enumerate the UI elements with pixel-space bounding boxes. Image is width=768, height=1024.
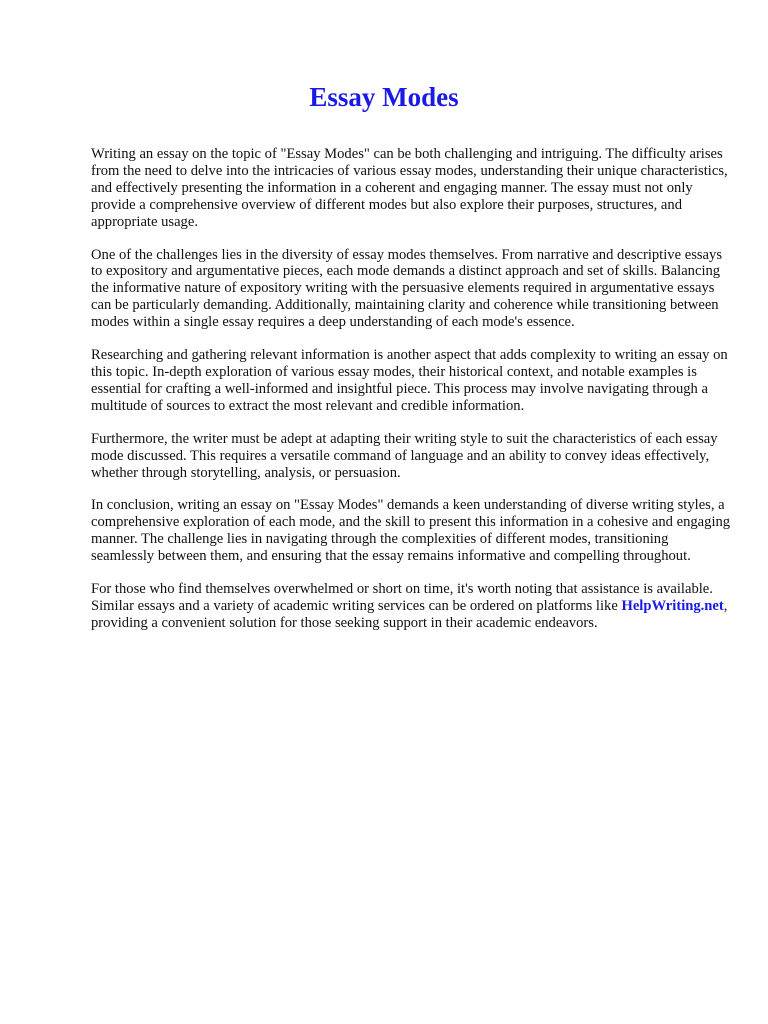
helpwriting-link[interactable]: HelpWriting.net bbox=[621, 597, 724, 614]
paragraph-5: In conclusion, writing an essay on "Essay Modes" demands a keen understanding of diverse writing styles, a comprehensive exploration of each mode, and the skill to present this information in a cohesive and engaging manner. The challenge lies in navigating through the complexities of different modes, transitioning seamlessly between them, and ensuring that the essay remains informative and compelling throughout. bbox=[91, 497, 731, 565]
paragraph-6-lead-text: For those who find themselves overwhelmed or short on time, it's worth noting that assistance is available. Similar essays and a variety of academic writing services can be ordered on platforms like bbox=[91, 581, 713, 614]
paragraph-1: Writing an essay on the topic of "Essay Modes" can be both challenging and intriguing. The difficulty arises from the need to delve into the intricacies of various essay modes, understanding their unique characteristics, and effectively presenting the information in a coherent and engaging manner. The essay must not only provide a comprehensive overview of different modes but also explore their purposes, structures, and appropriate usage. bbox=[91, 146, 728, 230]
paragraph-4: Furthermore, the writer must be adept at adapting their writing style to suit the characteristics of each essay mode discussed. This requires a versatile command of language and an ability to convey ideas effectively, whether through storytelling, analysis, or persuasion. bbox=[91, 430, 718, 481]
paragraph-2: One of the challenges lies in the diversity of essay modes themselves. From narrative and descriptive essays to expository and argumentative pieces, each mode demands a distinct approach and set of skills. Balancing the informative nature of expository writing with the persuasive elements required in argumentative essays can be particularly demanding. Additionally, maintaining clarity and coherence while transitioning between modes within a single essay requires a deep understanding of each mode's essence. bbox=[91, 246, 723, 331]
paragraph-6-trailing-text: , providing a convenient solution for those seeking support in their academic endeavors. bbox=[91, 597, 728, 631]
document-title: Essay Modes bbox=[309, 82, 459, 112]
document-body bbox=[91, 146, 731, 648]
paragraph-6 bbox=[91, 581, 731, 632]
paragraph-3: Researching and gathering relevant information is another aspect that adds complexity to writing an essay on this topic. In-depth exploration of various essay modes, their historical context, and notable examples is essential for crafting a well-informed and insightful piece. This process may involve navigating through a multitude of sources to extract the most relevant and credible information. bbox=[91, 347, 728, 414]
